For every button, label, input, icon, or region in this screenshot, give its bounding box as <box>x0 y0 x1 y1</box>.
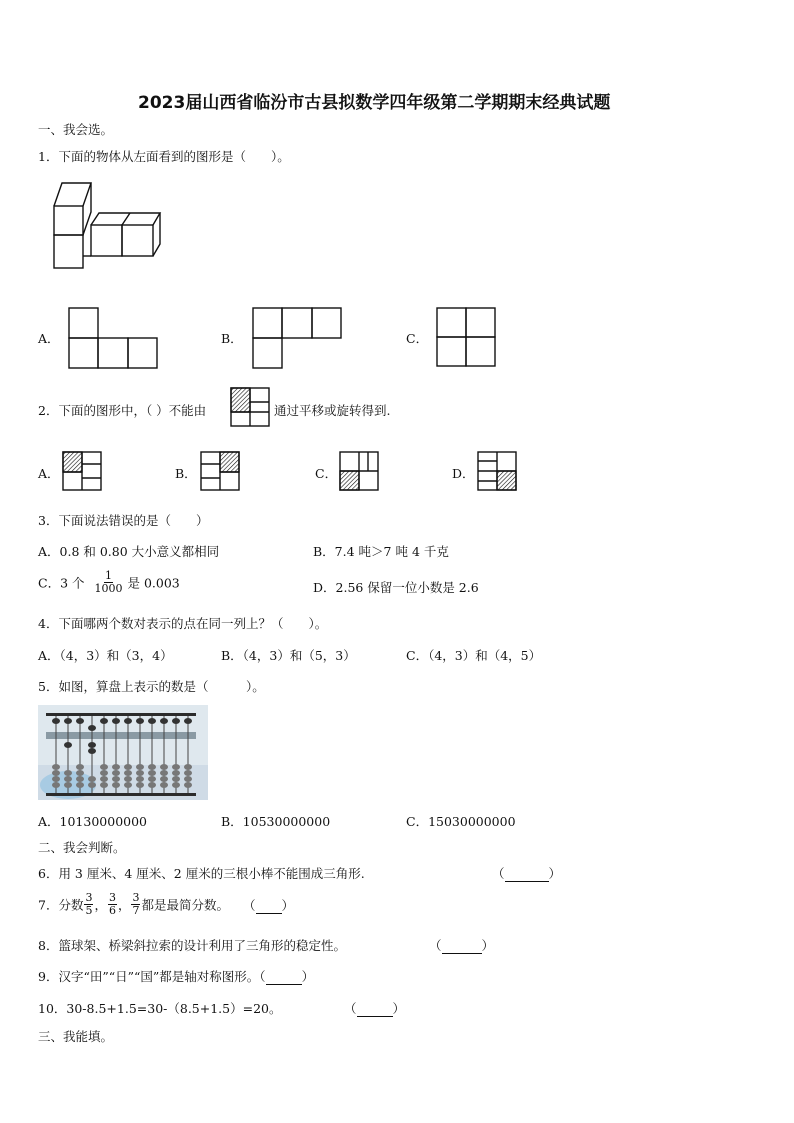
section-heading-choice: 一、我会选。 <box>38 122 114 137</box>
fraction-three-sixths <box>108 892 117 917</box>
fraction-numerator: 1 <box>104 569 112 582</box>
answer-blank[interactable] <box>505 866 549 882</box>
question-2-option-c-figure <box>339 451 381 493</box>
question-4-option-b[interactable]: B．（4，3）和（5，3） <box>221 648 356 663</box>
question-3-option-a[interactable]: A．0.8 和 0.80 大小意义都相同 <box>38 544 220 559</box>
fraction-denominator: 7 <box>132 904 140 917</box>
question-2-option-a-figure <box>62 451 104 493</box>
question-3-stem: 3．下面说法错误的是（ ） <box>38 513 209 528</box>
answer-blank[interactable] <box>357 1001 393 1017</box>
bracket-right: ） <box>392 1001 406 1016</box>
bracket-right: ） <box>281 897 295 913</box>
fraction-numerator: 3 <box>108 891 116 904</box>
question-10-answer[interactable] <box>344 999 405 1017</box>
question-3-option-d[interactable]: D．2.56 保留一位小数是 2.6 <box>313 580 479 595</box>
question-1-cube-figure <box>50 180 165 272</box>
question-3-option-c-end: 是 0.003 <box>127 575 180 591</box>
fraction-three-sevenths <box>131 892 140 917</box>
question-9-text <box>38 967 314 985</box>
separator: ， <box>94 897 107 913</box>
question-7-end: 都是最简分数。 <box>141 897 229 913</box>
bracket-left: （ <box>242 897 256 913</box>
question-2-option-d[interactable]: D． <box>452 466 475 481</box>
question-5-option-b[interactable]: B．10530000000 <box>221 814 331 829</box>
question-9-statement: 9．汉字“田”“日”“国”都是轴对称图形。 <box>38 969 260 984</box>
separator: ， <box>117 897 131 913</box>
question-3-option-c[interactable] <box>38 570 180 595</box>
page-title: 2023届山西省临汾市古县拟数学四年级第二学期期末经典试题 <box>138 93 611 113</box>
abacus-image <box>38 705 208 800</box>
question-6-answer[interactable] <box>492 864 561 882</box>
question-6-text: 6．用 3 厘米、4 厘米、2 厘米的三根小棒不能围成三角形. <box>38 866 365 881</box>
question-4-option-a[interactable]: A．（4，3）和（3，4） <box>38 648 173 663</box>
fraction-one-thousandth <box>94 570 122 595</box>
question-2-option-c[interactable]: C． <box>315 466 338 481</box>
bracket-left: （ <box>429 938 442 953</box>
question-2-option-a[interactable]: A． <box>38 466 60 481</box>
bracket-left: （ <box>259 969 266 984</box>
question-8-answer[interactable] <box>429 936 494 954</box>
question-5-option-a[interactable]: A．10130000000 <box>38 814 148 829</box>
question-1-option-b-figure <box>252 307 344 369</box>
question-1-stem: 1．下面的物体从左面看到的图形是（ ）。 <box>38 149 290 164</box>
question-9-answer[interactable] <box>259 969 314 984</box>
question-5-stem: 5．如图，算盘上表示的数是（ ）。 <box>38 679 265 694</box>
question-7-start: 7．分数 <box>38 897 84 913</box>
question-1-option-b[interactable]: B． <box>221 331 243 346</box>
question-2-stem-start: 2．下面的图形中，（ ）不能由 <box>38 403 207 418</box>
question-2-option-b[interactable]: B． <box>175 466 197 481</box>
question-10-text: 10．30-8.5+1.5=30-（8.5+1.5）=20。 <box>38 1001 282 1016</box>
section-heading-judge: 二、我会判断。 <box>38 840 126 855</box>
question-7-answer[interactable] <box>243 898 294 913</box>
question-2-option-b-figure <box>200 451 242 493</box>
fraction-three-fifths <box>84 892 93 917</box>
question-8-text: 8．篮球架、桥梁斜拉索的设计利用了三角形的稳定性。 <box>38 938 346 953</box>
fraction-denominator: 5 <box>85 904 93 917</box>
bracket-left: （ <box>492 866 505 881</box>
answer-blank[interactable] <box>256 898 282 914</box>
question-2-option-d-figure <box>477 451 519 493</box>
answer-blank[interactable] <box>442 938 482 954</box>
question-1-option-c-figure <box>436 307 498 369</box>
fraction-numerator: 3 <box>85 891 93 904</box>
question-7-text <box>38 892 294 917</box>
question-1-option-a-figure <box>68 307 160 369</box>
bracket-right: ） <box>481 938 495 953</box>
answer-blank[interactable] <box>266 969 302 985</box>
fraction-denominator: 6 <box>108 904 116 917</box>
question-5-option-c[interactable]: C．15030000000 <box>406 814 516 829</box>
bracket-left: （ <box>344 1001 357 1016</box>
question-1-option-c[interactable]: C． <box>406 331 429 346</box>
fraction-numerator: 3 <box>132 891 140 904</box>
section-heading-fill: 三、我能填。 <box>38 1029 114 1044</box>
question-4-stem: 4．下面哪两个数对表示的点在同一列上？（ ）。 <box>38 616 328 631</box>
question-3-option-b[interactable]: B．7.4 吨＞7 吨 4 千克 <box>313 544 449 559</box>
bracket-right: ） <box>548 866 562 881</box>
fraction-denominator: 1000 <box>94 582 123 595</box>
question-1-option-a[interactable]: A． <box>38 331 60 346</box>
question-4-option-c[interactable]: C．（4，3）和（4，5） <box>406 648 542 663</box>
question-2-stem-end: 通过平移或旋转得到. <box>274 403 391 418</box>
question-2-reference-tile <box>230 387 272 429</box>
bracket-right: ） <box>301 969 315 984</box>
question-3-option-c-start: C．3 个 <box>38 575 85 591</box>
